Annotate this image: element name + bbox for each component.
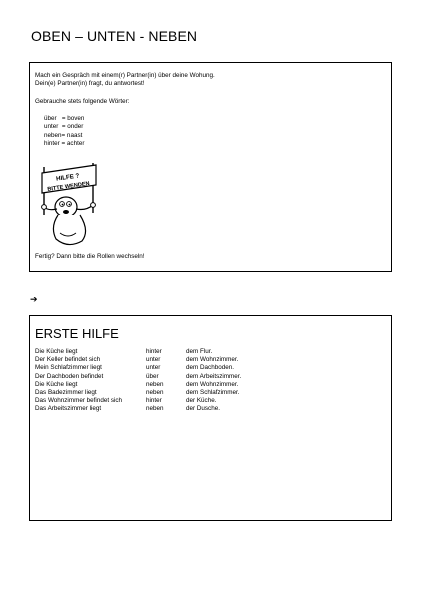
row-preposition: neben xyxy=(146,380,164,388)
row-subject: Die Küche liegt xyxy=(35,380,78,388)
row-subject: Der Dachboden befindet xyxy=(35,372,104,380)
row-subject: Das Wohnzimmer befindet sich xyxy=(35,397,123,405)
row-preposition: unter xyxy=(146,356,161,364)
row-object: dem Dachboden. xyxy=(186,364,234,372)
row-preposition: hinter xyxy=(146,397,162,405)
row-preposition: neben xyxy=(146,405,164,413)
dialogue-task-box xyxy=(29,62,392,272)
row-preposition: hinter xyxy=(146,348,162,355)
row-object: dem Arbeitszimmer. xyxy=(186,372,242,380)
row-object: der Dusche. xyxy=(186,405,220,413)
row-object: dem Wohnzimmer. xyxy=(186,380,239,388)
sign-text-line-1: HILFE ? xyxy=(55,172,80,183)
vocab-item: hinter = achter xyxy=(44,140,85,148)
row-preposition: unter xyxy=(146,364,161,372)
row-object: dem Schlafzimmer. xyxy=(186,388,240,396)
row-subject: Das Badezimmer liegt xyxy=(35,388,97,396)
row-subject: Der Keller befindet sich xyxy=(35,356,101,364)
help-heading: ERSTE HILFE xyxy=(35,326,119,341)
help-box xyxy=(29,315,392,521)
intro-line-2: Dein(e) Partner(in) fragt, du antwortest! xyxy=(35,80,145,88)
vocab-item: unter = onder xyxy=(44,123,84,131)
row-preposition: über xyxy=(146,372,159,380)
intro-line-1: Mach ein Gespräch mit einem(r) Partner(in) über deine Wohung. xyxy=(35,72,215,79)
arrow-right-icon: ➔ xyxy=(30,294,38,304)
row-object: dem Flur. xyxy=(186,348,213,355)
page-title: OBEN – UNTEN - NEBEN xyxy=(31,28,198,44)
row-preposition: neben xyxy=(146,388,164,396)
row-object: dem Wohnzimmer. xyxy=(186,356,239,364)
task-intro xyxy=(35,72,215,89)
row-subject: Die Küche liegt xyxy=(35,348,78,355)
row-subject: Mein Schlafzimmer liegt xyxy=(35,364,102,372)
row-object: der Küche. xyxy=(186,397,217,405)
closing-text: Fertig? Dann bitte die Rollen wechseln! xyxy=(35,253,145,260)
instruction-text: Gebrauche stets folgende Wörter: xyxy=(35,98,130,105)
sign-text-line-2: BITTE WENDEN xyxy=(47,181,91,193)
vocab-item: über = boven xyxy=(44,115,85,122)
row-subject: Das Arbeitszimmer liegt xyxy=(35,405,102,413)
vocab-item: neben= naast xyxy=(44,131,83,139)
help-cartoon-illustration xyxy=(38,157,102,249)
vocabulary-list xyxy=(44,115,84,149)
